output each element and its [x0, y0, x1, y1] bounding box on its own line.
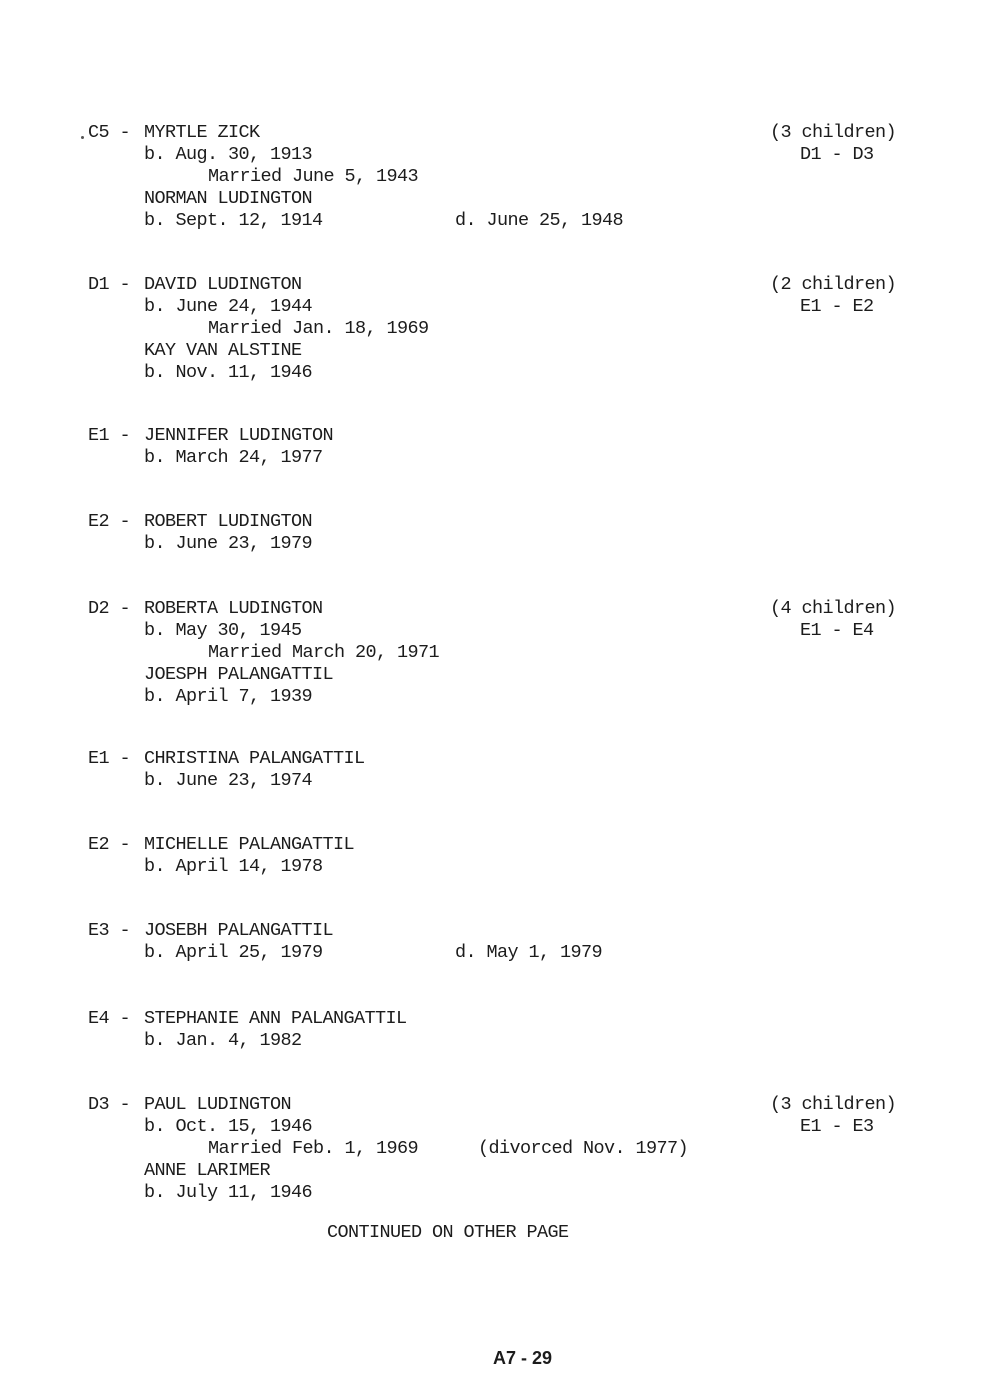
spouse-birth-date: b. Sept. 12, 1914: [144, 210, 323, 231]
entry-code: E2 -: [88, 511, 131, 532]
spouse-death-date: d. June 25, 1948: [455, 210, 624, 231]
children-count: (4 children): [770, 598, 897, 619]
entry-code: E1 -: [88, 748, 131, 769]
birth-date: b. Aug. 30, 1913: [144, 144, 313, 165]
birth-date: b. April 25, 1979: [144, 942, 323, 963]
birth-date: b. Oct. 15, 1946: [144, 1116, 313, 1137]
children-range: E1 - E2: [800, 296, 874, 317]
children-count: (3 children): [770, 1094, 897, 1115]
birth-date: b. June 23, 1979: [144, 533, 313, 554]
divorce-note: (divorced Nov. 1977): [478, 1138, 689, 1159]
children-range: D1 - D3: [800, 144, 874, 165]
entry-code: E1 -: [88, 425, 131, 446]
entry-code: D2 -: [88, 598, 131, 619]
spouse-name: NORMAN LUDINGTON: [144, 188, 313, 209]
page-number: A7 - 29: [493, 1348, 553, 1368]
children-count: (2 children): [770, 274, 897, 295]
entry-code: E3 -: [88, 920, 131, 941]
person-name: MYRTLE ZICK: [144, 122, 260, 143]
spouse-name: JOESPH PALANGATTIL: [144, 664, 334, 685]
children-range: E1 - E3: [800, 1116, 874, 1137]
person-name: ROBERT LUDINGTON: [144, 511, 313, 532]
birth-date: b. June 24, 1944: [144, 296, 313, 317]
continued-note: CONTINUED ON OTHER PAGE: [327, 1222, 569, 1243]
marriage-date: Married Jan. 18, 1969: [208, 318, 429, 339]
person-name: JOSEBH PALANGATTIL: [144, 920, 334, 941]
entry-code: C5 -: [88, 122, 131, 143]
spouse-birth-date: b. Nov. 11, 1946: [144, 362, 313, 383]
person-name: ROBERTA LUDINGTON: [144, 598, 323, 619]
birth-date: b. May 30, 1945: [144, 620, 302, 641]
entry-code: E2 -: [88, 834, 131, 855]
person-name: DAVID LUDINGTON: [144, 274, 302, 295]
marriage-date: Married June 5, 1943: [208, 166, 419, 187]
birth-date: b. Jan. 4, 1982: [144, 1030, 302, 1051]
children-count: (3 children): [770, 122, 897, 143]
marriage-date: Married Feb. 1, 1969: [208, 1138, 419, 1159]
birth-date: b. June 23, 1974: [144, 770, 313, 791]
death-date: d. May 1, 1979: [455, 942, 603, 963]
spouse-birth-date: b. April 7, 1939: [144, 686, 313, 707]
person-name: STEPHANIE ANN PALANGATTIL: [144, 1008, 407, 1029]
stray-mark: [81, 136, 84, 139]
person-name: PAUL LUDINGTON: [144, 1094, 292, 1115]
entry-code: D1 -: [88, 274, 131, 295]
spouse-birth-date: b. July 11, 1946: [144, 1182, 313, 1203]
children-range: E1 - E4: [800, 620, 874, 641]
entry-code: E4 -: [88, 1008, 131, 1029]
marriage-date: Married March 20, 1971: [208, 642, 440, 663]
entry-code: D3 -: [88, 1094, 131, 1115]
person-name: CHRISTINA PALANGATTIL: [144, 748, 365, 769]
birth-date: b. March 24, 1977: [144, 447, 323, 468]
spouse-name: KAY VAN ALSTINE: [144, 340, 302, 361]
birth-date: b. April 14, 1978: [144, 856, 323, 877]
person-name: MICHELLE PALANGATTIL: [144, 834, 355, 855]
spouse-name: ANNE LARIMER: [144, 1160, 271, 1181]
person-name: JENNIFER LUDINGTON: [144, 425, 334, 446]
